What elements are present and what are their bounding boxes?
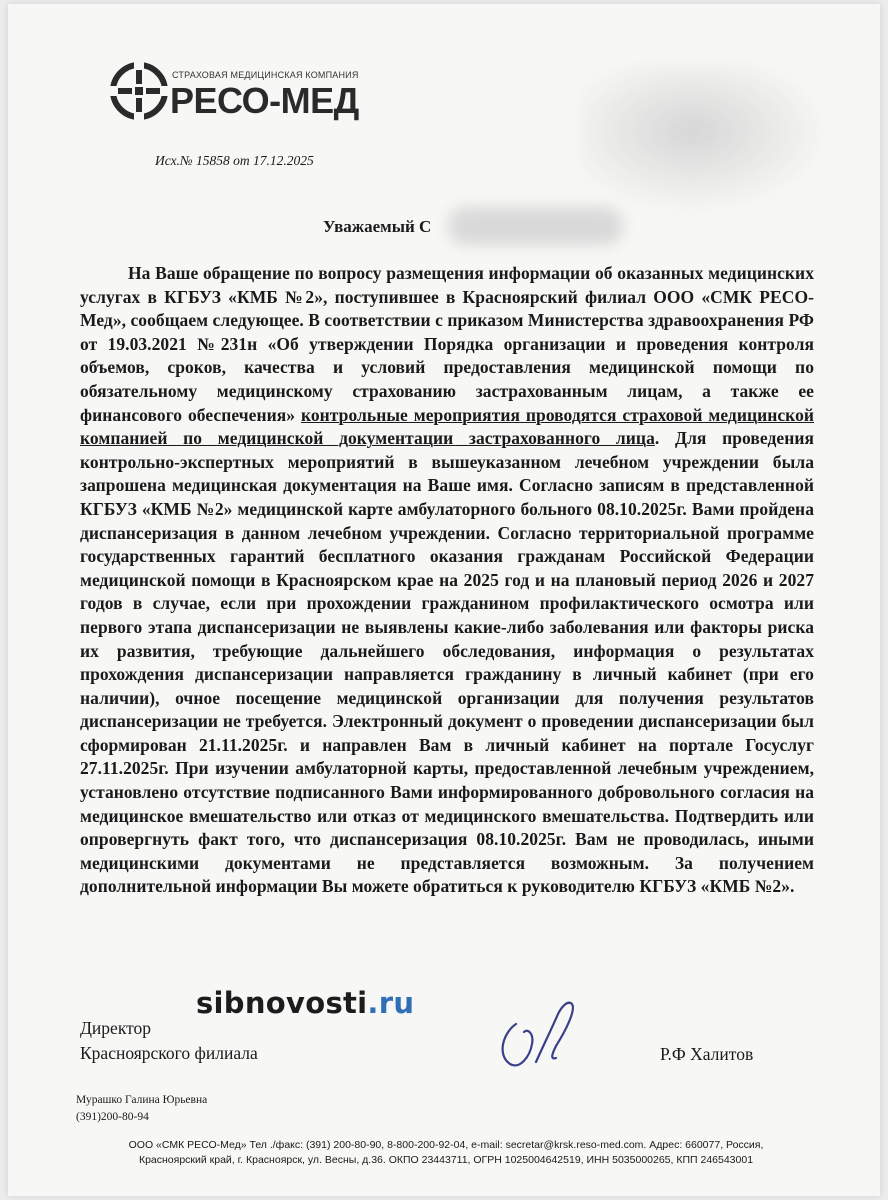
body-part-1: На Ваше обращение по вопросу размещения информации об оказанных медицинских услугах в КГБУЗ «КМБ №2», поступившее в Красноярский филиал ООО «СМК РЕСО-Мед», сообщаем следующее. В соответствии с приказом Министерства здравоохранения РФ от 19.03.2021 №231н «Об утверждении Порядка организации и проведения контроля объемов, сроков, качества и условий предоставления медицинской помощи по обязательному медицинскому страхованию застрахованным лицам, а также ее финансового обеспечения» bbox=[80, 263, 814, 425]
handwritten-signature bbox=[486, 984, 606, 1074]
footer-line-2: Красноярский край, г. Красноярск, ул. Весны, д.36. ОКПО 23443711, ОГРН 1025004642519, ИНН 5035000265, КПП 246543001 bbox=[138, 1154, 754, 1166]
redacted-address-blur bbox=[580, 64, 830, 214]
signatory-title-line-1: Директор bbox=[80, 1018, 152, 1038]
reso-med-logo-icon bbox=[108, 60, 170, 122]
letter-page bbox=[8, 4, 880, 1196]
redacted-name-blur bbox=[448, 207, 623, 245]
executor-phone: (391)200-80-94 bbox=[76, 1111, 149, 1123]
executor-name: Мурашко Галина Юрьевна bbox=[76, 1094, 208, 1106]
letter-body bbox=[80, 262, 814, 899]
site-watermark bbox=[196, 986, 414, 1020]
signatory-title-line-2: Красноярского филиала bbox=[80, 1043, 258, 1063]
company-logo bbox=[108, 60, 388, 130]
body-part-2: . Для проведения контрольно-экспертных мероприятий в вышеуказанном лечебном учреждении была запрошена медицинская документация на Ваше имя. Согласно записям в представленной КГБУЗ «КМБ №2» медицинской карте амбулаторного больного 08.10.2025г. Вами пройдена диспансеризация в данном лечебном учреждении. Согласно территориальной программе государственных гарантий бесплатного оказания гражданам Российской Федерации медицинской помощи в Красноярском крае на 2025 год и на плановый период 2026 и 2027 годов в случае, если при прохождении гражданином профилактического осмотра или первого этапа диспансеризации не выявлены какие-либо заболевания или факторы риска их развития, требующие дальнейшего обследования, информация о результатах прохождения диспансеризации направляется гражданину в личный кабинет (при его наличии), очное посещение медицинской организации для получения результатов диспансеризации не требуется. Электронный документ о проведении диспансеризации был сформирован 21.11.2025г. и направлен Вам в личный кабинет на портале Госуслуг 27.11.2025г. При изучении амбулаторной карты, предоставленной лечебным учреждением, установлено отсутствие подписанного Вами информированного добровольного согласия на медицинское вмешательство или отказ от медицинского вмешательства. Подтвердить или опровергнуть факт того, что диспансеризация 08.10.2025г. Вам не проводилась, иными медицинскими документами не представляется возможным. За получением дополнительной информации Вы можете обратиться к руководителю КГБУЗ «КМБ №2». bbox=[80, 428, 814, 897]
company-tagline: СТРАХОВАЯ МЕДИЦИНСКАЯ КОМПАНИЯ bbox=[172, 70, 359, 80]
body-underlined-phrase: контрольные мероприятия проводятся страховой медицинской компанией по медицинской документации застрахованного лица bbox=[80, 404, 814, 449]
footer-line-1: ООО «СМК РЕСО-Мед» Тел ./факс: (391) 200-80-90, 8-800-200-92-04, e-mail: secretar@krsk.reso-med.com. Адрес: 660077, Россия, bbox=[128, 1139, 764, 1151]
executor-info bbox=[76, 1092, 207, 1126]
body-paragraph bbox=[80, 262, 814, 899]
watermark-domain: .ru bbox=[367, 986, 415, 1020]
company-footer bbox=[76, 1138, 816, 1168]
greeting: Уважаемый С bbox=[323, 217, 432, 236]
signatory-name: Р.Ф Халитов bbox=[660, 1044, 754, 1064]
company-name: РЕСО-МЕД bbox=[170, 80, 359, 121]
signatory-title bbox=[80, 1016, 258, 1066]
outgoing-reference: Исх.№ 15858 от 17.12.2025 bbox=[155, 153, 314, 168]
watermark-main: sibnovosti bbox=[196, 986, 368, 1020]
